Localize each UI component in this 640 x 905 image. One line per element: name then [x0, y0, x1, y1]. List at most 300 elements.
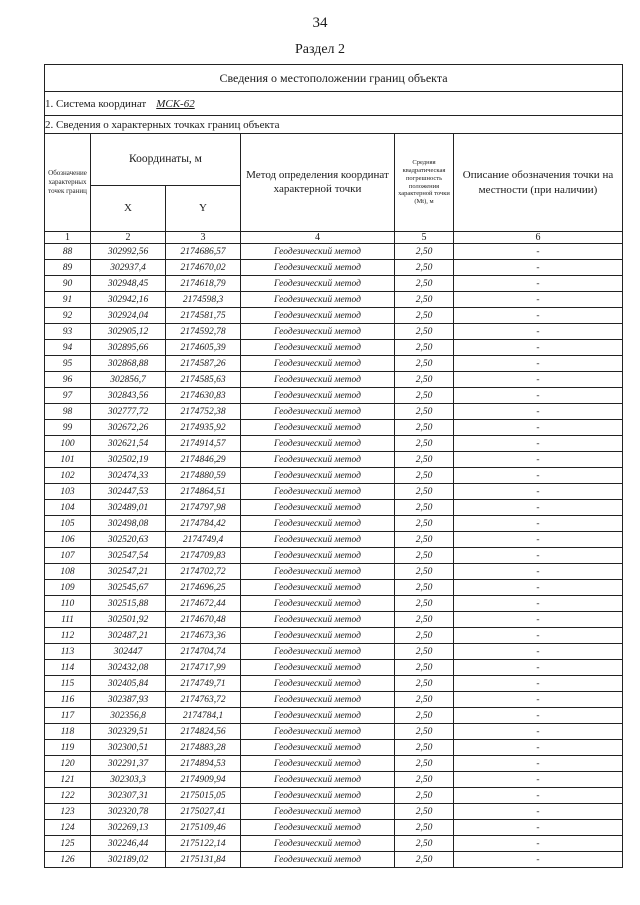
- cell-method: Геодезический метод: [241, 260, 395, 276]
- cell-method: Геодезический метод: [241, 804, 395, 820]
- table-row: [45, 852, 623, 868]
- cell-y-coordinate: 2174763,72: [166, 692, 241, 708]
- cell-y-coordinate: 2174672,44: [166, 596, 241, 612]
- cell-x-coordinate: 302937,4: [91, 260, 166, 276]
- cell-method: Геодезический метод: [241, 580, 395, 596]
- cell-description: -: [454, 420, 623, 436]
- cell-method: Геодезический метод: [241, 276, 395, 292]
- cell-method: Геодезический метод: [241, 324, 395, 340]
- table-row: [45, 804, 623, 820]
- cell-accuracy: 2,50: [395, 548, 454, 564]
- cell-description: -: [454, 580, 623, 596]
- cell-point-number: 97: [45, 388, 91, 404]
- table-row: [45, 468, 623, 484]
- cell-description: -: [454, 644, 623, 660]
- cell-description: -: [454, 532, 623, 548]
- cell-description: -: [454, 324, 623, 340]
- column-header-y: Y: [166, 186, 241, 232]
- cell-x-coordinate: 302895,66: [91, 340, 166, 356]
- cell-x-coordinate: 302303,3: [91, 772, 166, 788]
- cell-point-number: 104: [45, 500, 91, 516]
- table-row: [45, 788, 623, 804]
- cell-y-coordinate: 2174673,36: [166, 628, 241, 644]
- cell-point-number: 106: [45, 532, 91, 548]
- cell-y-coordinate: 2174702,72: [166, 564, 241, 580]
- cell-y-coordinate: 2175131,84: [166, 852, 241, 868]
- coord-system-row: [45, 92, 623, 116]
- cell-method: Геодезический метод: [241, 532, 395, 548]
- table-row: [45, 388, 623, 404]
- cell-x-coordinate: 302447: [91, 644, 166, 660]
- cell-method: Геодезический метод: [241, 852, 395, 868]
- cell-accuracy: 2,50: [395, 820, 454, 836]
- cell-description: -: [454, 436, 623, 452]
- cell-x-coordinate: 302405,84: [91, 676, 166, 692]
- cell-x-coordinate: 302924,04: [91, 308, 166, 324]
- cell-accuracy: 2,50: [395, 676, 454, 692]
- cell-method: Геодезический метод: [241, 788, 395, 804]
- column-header-accuracy: Средняя квадратическая погрешность положения характерной точки (Mt), м: [395, 134, 454, 232]
- table-row: [45, 724, 623, 740]
- cell-method: Геодезический метод: [241, 404, 395, 420]
- cell-x-coordinate: 302520,63: [91, 532, 166, 548]
- cell-x-coordinate: 302387,93: [91, 692, 166, 708]
- cell-description: -: [454, 516, 623, 532]
- cell-description: -: [454, 372, 623, 388]
- table-row: [45, 676, 623, 692]
- cell-x-coordinate: 302515,88: [91, 596, 166, 612]
- cell-description: -: [454, 276, 623, 292]
- cell-method: Геодезический метод: [241, 740, 395, 756]
- cell-method: Геодезический метод: [241, 516, 395, 532]
- cell-description: -: [454, 724, 623, 740]
- cell-y-coordinate: 2174749,71: [166, 676, 241, 692]
- cell-method: Геодезический метод: [241, 612, 395, 628]
- cell-point-number: 102: [45, 468, 91, 484]
- table-row: [45, 596, 623, 612]
- cell-method: Геодезический метод: [241, 708, 395, 724]
- cell-method: Геодезический метод: [241, 772, 395, 788]
- cell-y-coordinate: 2174605,39: [166, 340, 241, 356]
- cell-accuracy: 2,50: [395, 308, 454, 324]
- table-title: Сведения о местоположении границ объекта: [45, 65, 623, 92]
- table-row: [45, 740, 623, 756]
- cell-x-coordinate: 302992,56: [91, 244, 166, 260]
- table-row: [45, 772, 623, 788]
- cell-y-coordinate: 2174630,83: [166, 388, 241, 404]
- table-row: [45, 356, 623, 372]
- cell-y-coordinate: 2174709,83: [166, 548, 241, 564]
- cell-description: -: [454, 244, 623, 260]
- cell-y-coordinate: 2174883,28: [166, 740, 241, 756]
- cell-point-number: 111: [45, 612, 91, 628]
- cell-description: -: [454, 564, 623, 580]
- column-number: 2: [91, 232, 166, 244]
- cell-y-coordinate: 2174749,4: [166, 532, 241, 548]
- cell-point-number: 101: [45, 452, 91, 468]
- cell-y-coordinate: 2174752,38: [166, 404, 241, 420]
- cell-method: Геодезический метод: [241, 820, 395, 836]
- cell-accuracy: 2,50: [395, 772, 454, 788]
- cell-y-coordinate: 2174864,51: [166, 484, 241, 500]
- cell-point-number: 123: [45, 804, 91, 820]
- column-header-method: Метод определения координат характерной точки: [241, 134, 395, 232]
- cell-y-coordinate: 2175122,14: [166, 836, 241, 852]
- table-row: [45, 420, 623, 436]
- cell-accuracy: 2,50: [395, 852, 454, 868]
- cell-description: -: [454, 612, 623, 628]
- cell-method: Геодезический метод: [241, 484, 395, 500]
- table-row: [45, 308, 623, 324]
- cell-point-number: 109: [45, 580, 91, 596]
- column-number: 5: [395, 232, 454, 244]
- cell-y-coordinate: 2174935,92: [166, 420, 241, 436]
- cell-method: Геодезический метод: [241, 676, 395, 692]
- cell-x-coordinate: 302489,01: [91, 500, 166, 516]
- cell-accuracy: 2,50: [395, 420, 454, 436]
- cell-x-coordinate: 302545,67: [91, 580, 166, 596]
- cell-y-coordinate: 2174914,57: [166, 436, 241, 452]
- cell-method: Геодезический метод: [241, 724, 395, 740]
- cell-y-coordinate: 2174618,79: [166, 276, 241, 292]
- cell-accuracy: 2,50: [395, 724, 454, 740]
- cell-y-coordinate: 2174598,3: [166, 292, 241, 308]
- cell-accuracy: 2,50: [395, 692, 454, 708]
- table-row: [45, 500, 623, 516]
- cell-description: -: [454, 340, 623, 356]
- cell-description: -: [454, 468, 623, 484]
- cell-x-coordinate: 302502,19: [91, 452, 166, 468]
- cell-description: -: [454, 692, 623, 708]
- cell-point-number: 105: [45, 516, 91, 532]
- cell-description: -: [454, 836, 623, 852]
- cell-y-coordinate: 2174824,56: [166, 724, 241, 740]
- cell-point-number: 99: [45, 420, 91, 436]
- cell-x-coordinate: 302856,7: [91, 372, 166, 388]
- cell-x-coordinate: 302329,51: [91, 724, 166, 740]
- boundary-table: [44, 64, 623, 868]
- column-header-x: X: [91, 186, 166, 232]
- cell-method: Геодезический метод: [241, 644, 395, 660]
- points-header: 2. Сведения о характерных точках границ объекта: [45, 116, 623, 134]
- cell-method: Геодезический метод: [241, 436, 395, 452]
- cell-y-coordinate: 2174784,42: [166, 516, 241, 532]
- cell-description: -: [454, 788, 623, 804]
- cell-description: -: [454, 596, 623, 612]
- table-row: [45, 644, 623, 660]
- cell-accuracy: 2,50: [395, 484, 454, 500]
- cell-x-coordinate: 302487,21: [91, 628, 166, 644]
- cell-y-coordinate: 2174909,94: [166, 772, 241, 788]
- cell-accuracy: 2,50: [395, 580, 454, 596]
- cell-method: Геодезический метод: [241, 628, 395, 644]
- cell-point-number: 119: [45, 740, 91, 756]
- cell-accuracy: 2,50: [395, 372, 454, 388]
- cell-x-coordinate: 302189,02: [91, 852, 166, 868]
- cell-accuracy: 2,50: [395, 244, 454, 260]
- table-row: [45, 564, 623, 580]
- cell-method: Геодезический метод: [241, 564, 395, 580]
- cell-point-number: 91: [45, 292, 91, 308]
- cell-y-coordinate: 2174592,78: [166, 324, 241, 340]
- cell-description: -: [454, 852, 623, 868]
- cell-x-coordinate: 302307,31: [91, 788, 166, 804]
- cell-y-coordinate: 2174686,57: [166, 244, 241, 260]
- cell-point-number: 93: [45, 324, 91, 340]
- column-header-description: Описание обозначения точки на местности (при наличии): [454, 134, 623, 232]
- cell-accuracy: 2,50: [395, 564, 454, 580]
- cell-x-coordinate: 302948,45: [91, 276, 166, 292]
- cell-method: Геодезический метод: [241, 452, 395, 468]
- cell-y-coordinate: 2175027,41: [166, 804, 241, 820]
- cell-point-number: 92: [45, 308, 91, 324]
- cell-accuracy: 2,50: [395, 596, 454, 612]
- cell-point-number: 98: [45, 404, 91, 420]
- cell-description: -: [454, 548, 623, 564]
- cell-y-coordinate: 2174670,48: [166, 612, 241, 628]
- cell-method: Геодезический метод: [241, 548, 395, 564]
- cell-x-coordinate: 302501,92: [91, 612, 166, 628]
- cell-point-number: 110: [45, 596, 91, 612]
- cell-point-number: 107: [45, 548, 91, 564]
- table-row: [45, 276, 623, 292]
- table-row: [45, 612, 623, 628]
- cell-accuracy: 2,50: [395, 404, 454, 420]
- points-header-row: [45, 116, 623, 134]
- table-row: [45, 452, 623, 468]
- cell-accuracy: 2,50: [395, 532, 454, 548]
- table-row: [45, 516, 623, 532]
- cell-description: -: [454, 756, 623, 772]
- column-header-row: [45, 134, 623, 186]
- cell-x-coordinate: 302498,08: [91, 516, 166, 532]
- cell-accuracy: 2,50: [395, 260, 454, 276]
- cell-accuracy: 2,50: [395, 740, 454, 756]
- cell-point-number: 108: [45, 564, 91, 580]
- coord-system-value: МСК-62: [156, 97, 195, 110]
- cell-accuracy: 2,50: [395, 644, 454, 660]
- table-row: [45, 324, 623, 340]
- cell-method: Геодезический метод: [241, 244, 395, 260]
- cell-point-number: 113: [45, 644, 91, 660]
- cell-description: -: [454, 660, 623, 676]
- cell-x-coordinate: 302300,51: [91, 740, 166, 756]
- table-row: [45, 692, 623, 708]
- table-row: [45, 628, 623, 644]
- table-row: [45, 484, 623, 500]
- cell-x-coordinate: 302843,56: [91, 388, 166, 404]
- cell-point-number: 115: [45, 676, 91, 692]
- table-row: [45, 580, 623, 596]
- cell-point-number: 114: [45, 660, 91, 676]
- table-row: [45, 836, 623, 852]
- cell-method: Геодезический метод: [241, 756, 395, 772]
- cell-y-coordinate: 2174880,59: [166, 468, 241, 484]
- cell-description: -: [454, 740, 623, 756]
- table-row: [45, 548, 623, 564]
- cell-x-coordinate: 302621,54: [91, 436, 166, 452]
- cell-accuracy: 2,50: [395, 756, 454, 772]
- cell-accuracy: 2,50: [395, 612, 454, 628]
- column-number: 4: [241, 232, 395, 244]
- cell-y-coordinate: 2174894,53: [166, 756, 241, 772]
- cell-description: -: [454, 404, 623, 420]
- table-body: [45, 65, 623, 868]
- cell-description: -: [454, 820, 623, 836]
- cell-point-number: 118: [45, 724, 91, 740]
- cell-x-coordinate: 302942,16: [91, 292, 166, 308]
- cell-description: -: [454, 804, 623, 820]
- cell-y-coordinate: 2175015,05: [166, 788, 241, 804]
- cell-x-coordinate: 302777,72: [91, 404, 166, 420]
- cell-accuracy: 2,50: [395, 628, 454, 644]
- cell-description: -: [454, 484, 623, 500]
- table-row: [45, 260, 623, 276]
- cell-x-coordinate: 302868,88: [91, 356, 166, 372]
- cell-point-number: 112: [45, 628, 91, 644]
- table-row: [45, 244, 623, 260]
- column-number-row: [45, 232, 623, 244]
- column-number: 3: [166, 232, 241, 244]
- table-title-row: [45, 65, 623, 92]
- cell-x-coordinate: 302474,33: [91, 468, 166, 484]
- cell-point-number: 125: [45, 836, 91, 852]
- cell-x-coordinate: 302432,08: [91, 660, 166, 676]
- cell-y-coordinate: 2174797,98: [166, 500, 241, 516]
- cell-point-number: 103: [45, 484, 91, 500]
- cell-point-number: 95: [45, 356, 91, 372]
- table-row: [45, 404, 623, 420]
- cell-accuracy: 2,50: [395, 500, 454, 516]
- cell-method: Геодезический метод: [241, 308, 395, 324]
- cell-point-number: 96: [45, 372, 91, 388]
- cell-point-number: 121: [45, 772, 91, 788]
- cell-point-number: 117: [45, 708, 91, 724]
- cell-y-coordinate: 2174784,1: [166, 708, 241, 724]
- cell-y-coordinate: 2174704,74: [166, 644, 241, 660]
- table-row: [45, 532, 623, 548]
- cell-description: -: [454, 356, 623, 372]
- table-row: [45, 756, 623, 772]
- cell-description: -: [454, 388, 623, 404]
- cell-description: -: [454, 708, 623, 724]
- cell-point-number: 100: [45, 436, 91, 452]
- cell-accuracy: 2,50: [395, 388, 454, 404]
- cell-description: -: [454, 772, 623, 788]
- cell-y-coordinate: 2174581,75: [166, 308, 241, 324]
- cell-x-coordinate: 302547,54: [91, 548, 166, 564]
- cell-x-coordinate: 302447,53: [91, 484, 166, 500]
- cell-method: Геодезический метод: [241, 356, 395, 372]
- cell-x-coordinate: 302246,44: [91, 836, 166, 852]
- cell-accuracy: 2,50: [395, 804, 454, 820]
- cell-accuracy: 2,50: [395, 324, 454, 340]
- cell-accuracy: 2,50: [395, 788, 454, 804]
- cell-point-number: 126: [45, 852, 91, 868]
- column-number: 1: [45, 232, 91, 244]
- cell-method: Геодезический метод: [241, 420, 395, 436]
- cell-point-number: 90: [45, 276, 91, 292]
- cell-description: -: [454, 500, 623, 516]
- table-row: [45, 372, 623, 388]
- table-row: [45, 660, 623, 676]
- table-row: [45, 436, 623, 452]
- cell-x-coordinate: 302547,21: [91, 564, 166, 580]
- cell-y-coordinate: 2174846,29: [166, 452, 241, 468]
- cell-x-coordinate: 302672,26: [91, 420, 166, 436]
- cell-x-coordinate: 302356,8: [91, 708, 166, 724]
- coord-system-label: 1. Система координат: [45, 97, 147, 110]
- cell-description: -: [454, 308, 623, 324]
- cell-description: -: [454, 292, 623, 308]
- cell-y-coordinate: 2174717,99: [166, 660, 241, 676]
- table-row: [45, 340, 623, 356]
- cell-y-coordinate: 2175109,46: [166, 820, 241, 836]
- cell-method: Геодезический метод: [241, 468, 395, 484]
- table-row: [45, 820, 623, 836]
- cell-y-coordinate: 2174696,25: [166, 580, 241, 596]
- cell-method: Геодезический метод: [241, 372, 395, 388]
- cell-description: -: [454, 676, 623, 692]
- cell-point-number: 116: [45, 692, 91, 708]
- cell-accuracy: 2,50: [395, 276, 454, 292]
- cell-accuracy: 2,50: [395, 660, 454, 676]
- cell-method: Геодезический метод: [241, 596, 395, 612]
- cell-method: Геодезический метод: [241, 388, 395, 404]
- cell-y-coordinate: 2174670,02: [166, 260, 241, 276]
- cell-method: Геодезический метод: [241, 836, 395, 852]
- cell-description: -: [454, 628, 623, 644]
- table-row: [45, 292, 623, 308]
- cell-accuracy: 2,50: [395, 708, 454, 724]
- cell-method: Геодезический метод: [241, 500, 395, 516]
- page-number: 34: [312, 15, 328, 31]
- cell-point-number: 88: [45, 244, 91, 260]
- cell-accuracy: 2,50: [395, 436, 454, 452]
- cell-method: Геодезический метод: [241, 692, 395, 708]
- cell-point-number: 120: [45, 756, 91, 772]
- cell-accuracy: 2,50: [395, 468, 454, 484]
- column-header-coordinates: Координаты, м: [91, 134, 241, 186]
- cell-y-coordinate: 2174585,63: [166, 372, 241, 388]
- section-title: Раздел 2: [294, 42, 346, 57]
- cell-method: Геодезический метод: [241, 660, 395, 676]
- coord-system-cell: [45, 92, 623, 116]
- cell-point-number: 122: [45, 788, 91, 804]
- cell-method: Геодезический метод: [241, 292, 395, 308]
- cell-point-number: 94: [45, 340, 91, 356]
- cell-point-number: 124: [45, 820, 91, 836]
- cell-method: Геодезический метод: [241, 340, 395, 356]
- table-row: [45, 708, 623, 724]
- cell-accuracy: 2,50: [395, 452, 454, 468]
- cell-accuracy: 2,50: [395, 516, 454, 532]
- cell-accuracy: 2,50: [395, 292, 454, 308]
- cell-accuracy: 2,50: [395, 340, 454, 356]
- cell-description: -: [454, 452, 623, 468]
- column-header-designation: Обозначение характерных точек границ: [45, 134, 91, 232]
- cell-accuracy: 2,50: [395, 836, 454, 852]
- cell-point-number: 89: [45, 260, 91, 276]
- cell-x-coordinate: 302269,13: [91, 820, 166, 836]
- cell-x-coordinate: 302291,37: [91, 756, 166, 772]
- cell-x-coordinate: 302320,78: [91, 804, 166, 820]
- cell-y-coordinate: 2174587,26: [166, 356, 241, 372]
- column-number: 6: [454, 232, 623, 244]
- cell-accuracy: 2,50: [395, 356, 454, 372]
- cell-description: -: [454, 260, 623, 276]
- cell-x-coordinate: 302905,12: [91, 324, 166, 340]
